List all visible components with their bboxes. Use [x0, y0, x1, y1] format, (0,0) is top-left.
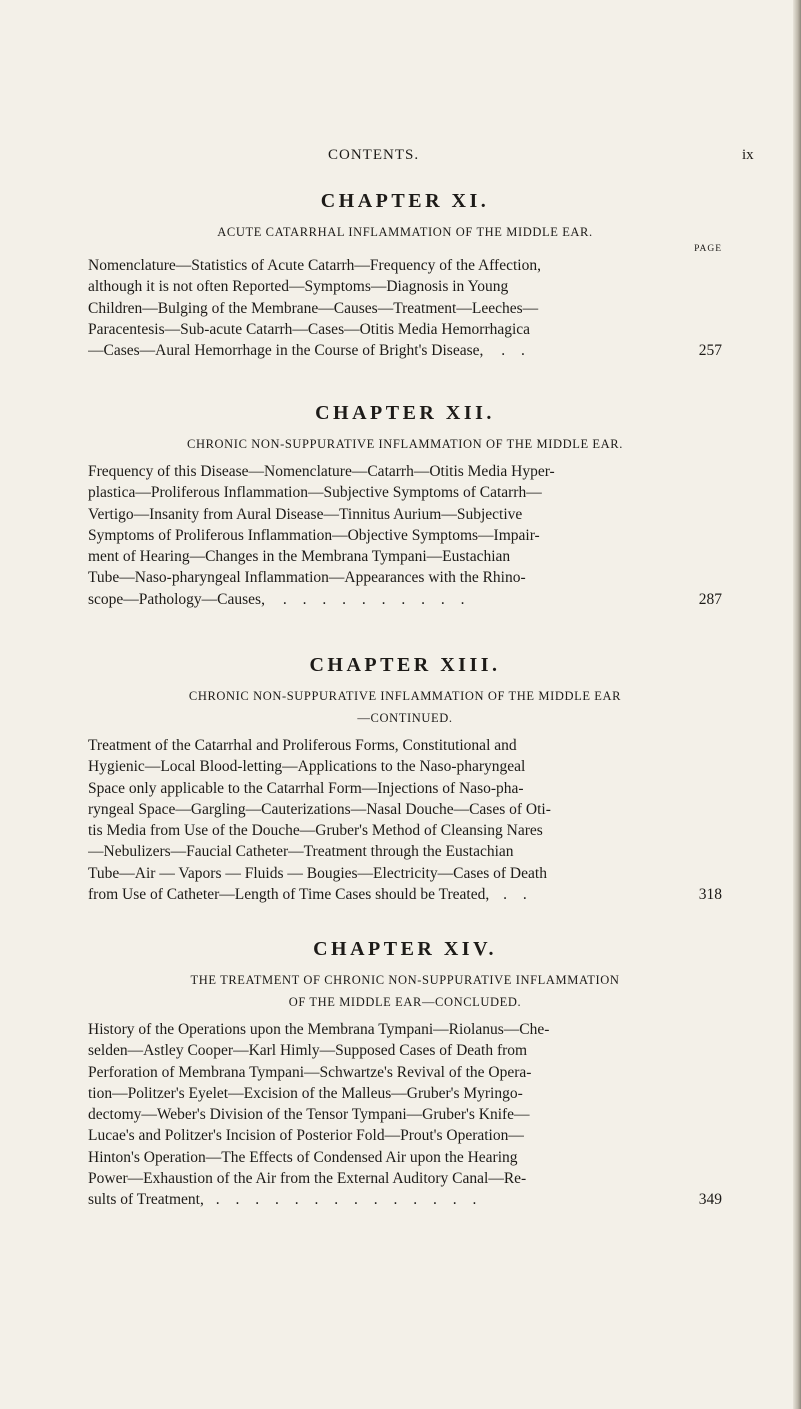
summary-line: sults of Treatment,	[88, 1191, 204, 1209]
chapter-page-number: 287	[698, 590, 722, 608]
running-head-title: CONTENTS.	[328, 147, 420, 163]
subtitle-line: —CONTINUED.	[357, 711, 453, 725]
summary-line: plastica—Proliferous Inflammation—Subjective Symptoms of Catarrh—	[88, 484, 542, 502]
summary-line: Treatment of the Catarrhal and Proliferous Forms, Constitutional and	[88, 737, 517, 754]
chapter-heading: CHAPTER XIV.	[313, 938, 497, 960]
chapter-summary	[88, 255, 722, 361]
chapter-page-number: 349	[698, 1191, 722, 1209]
running-head	[0, 147, 801, 167]
subtitle-line: ACUTE CATARRHAL INFLAMMATION OF THE MIDDLE EAR.	[217, 225, 593, 239]
summary-line: —Nebulizers—Faucial Catheter—Treatment through the Eustachian	[88, 843, 514, 861]
summary-line: Frequency of this Disease—Nomenclature—Catarrh—Otitis Media Hyper-	[88, 463, 555, 480]
summary-line: tion—Politzer's Eyelet—Excision of the Malleus—Gruber's Myringo-	[88, 1084, 523, 1102]
subtitle-line: THE TREATMENT OF CHRONIC NON-SUPPURATIVE INFLAMMATION	[190, 973, 620, 987]
summary-line: ment of Hearing—Changes in the Membrana Tympani—Eustachian	[88, 548, 511, 566]
summary-last-line	[88, 589, 722, 610]
chapter-xi	[88, 190, 722, 361]
summary-line: Hygienic—Local Blood-letting—Applications to the Naso-pharyngeal	[88, 758, 526, 776]
chapter-page-number: 257	[698, 342, 722, 360]
summary-line: Space only applicable to the Catarrhal Form—Injections of Naso-pha-	[88, 779, 524, 797]
chapter-summary	[88, 1019, 722, 1211]
summary-line: Tube—Air — Vapors — Fluids — Bougies—Electricity—Cases of Death	[88, 864, 547, 882]
running-head-page-number: ix	[742, 147, 754, 163]
dot-leader: . . . . . . . . . .	[282, 590, 471, 608]
chapter-heading: CHAPTER XI.	[320, 190, 490, 212]
page-edge	[793, 0, 801, 1409]
summary-line: although it is not often Reported—Symptoms—Diagnosis in Young	[88, 278, 509, 296]
chapter-subtitle	[88, 433, 722, 455]
summary-line: History of the Operations upon the Membrana Tympani—Riolanus—Che-	[88, 1021, 550, 1038]
subtitle-line: CHRONIC NON-SUPPURATIVE INFLAMMATION OF THE MIDDLE EAR	[188, 689, 622, 703]
chapter-xiv	[88, 938, 722, 1211]
summary-line: —Cases—Aural Hemorrhage in the Course of Bright's Disease,	[88, 342, 484, 360]
summary-line: Nomenclature—Statistics of Acute Catarrh—Frequency of the Affection,	[88, 257, 541, 274]
summary-line: ryngeal Space—Gargling—Cauterizations—Nasal Douche—Cases of Oti-	[88, 800, 551, 818]
summary-line: Paracentesis—Sub-acute Catarrh—Cases—Otitis Media Hemorrhagica	[88, 320, 531, 338]
summary-line: Power—Exhaustion of the Air from the External Auditory Canal—Re-	[88, 1170, 527, 1188]
subtitle-line: CHRONIC NON-SUPPURATIVE INFLAMMATION OF THE MIDDLE EAR.	[187, 437, 623, 451]
chapter-heading: CHAPTER XII.	[315, 402, 495, 424]
summary-line: Lucae's and Politzer's Incision of Posterior Fold—Prout's Operation—	[88, 1127, 524, 1145]
summary-line: dectomy—Weber's Division of the Tensor Tympani—Gruber's Knife—	[88, 1106, 530, 1124]
chapter-subtitle	[88, 221, 722, 243]
summary-line: Vertigo—Insanity from Aural Disease—Tinnitus Aurium—Subjective	[88, 505, 523, 523]
chapter-subtitle	[88, 969, 722, 1013]
dot-leader: . .	[501, 342, 531, 360]
chapter-summary	[88, 735, 722, 905]
summary-line: selden—Astley Cooper—Karl Himly—Supposed Cases of Death from	[88, 1042, 528, 1060]
chapter-subtitle	[88, 685, 722, 729]
chapter-xiii	[88, 654, 722, 905]
chapter-page-number: 318	[698, 886, 722, 904]
summary-line: Symptoms of Proliferous Inflammation—Objective Symptoms—Impair-	[88, 526, 540, 544]
dot-leader: . . . . . . . . . . . . . .	[215, 1191, 483, 1209]
summary-last-line	[88, 1189, 722, 1210]
summary-line: from Use of Catheter—Length of Time Cases should be Treated,	[88, 886, 490, 904]
summary-line: tis Media from Use of the Douche—Gruber's Method of Cleansing Nares	[88, 822, 543, 840]
chapter-summary	[88, 461, 722, 610]
summary-line: scope—Pathology—Causes,	[88, 590, 265, 608]
summary-line: Perforation of Membrana Tympani—Schwartze's Revival of the Opera-	[88, 1063, 532, 1081]
subtitle-line: OF THE MIDDLE EAR—CONCLUDED.	[288, 995, 522, 1009]
summary-line: Hinton's Operation—The Effects of Condensed Air upon the Hearing	[88, 1148, 518, 1166]
dot-leader: . .	[503, 886, 533, 904]
summary-line: Children—Bulging of the Membrane—Causes—Treatment—Leeches—	[88, 299, 539, 317]
page-column-label: PAGE	[694, 244, 722, 254]
summary-last-line	[88, 340, 722, 361]
chapter-xii	[88, 402, 722, 610]
summary-line: Tube—Naso-pharyngeal Inflammation—Appearances with the Rhino-	[88, 569, 526, 587]
summary-last-line	[88, 884, 722, 905]
chapter-heading: CHAPTER XIII.	[309, 654, 501, 676]
